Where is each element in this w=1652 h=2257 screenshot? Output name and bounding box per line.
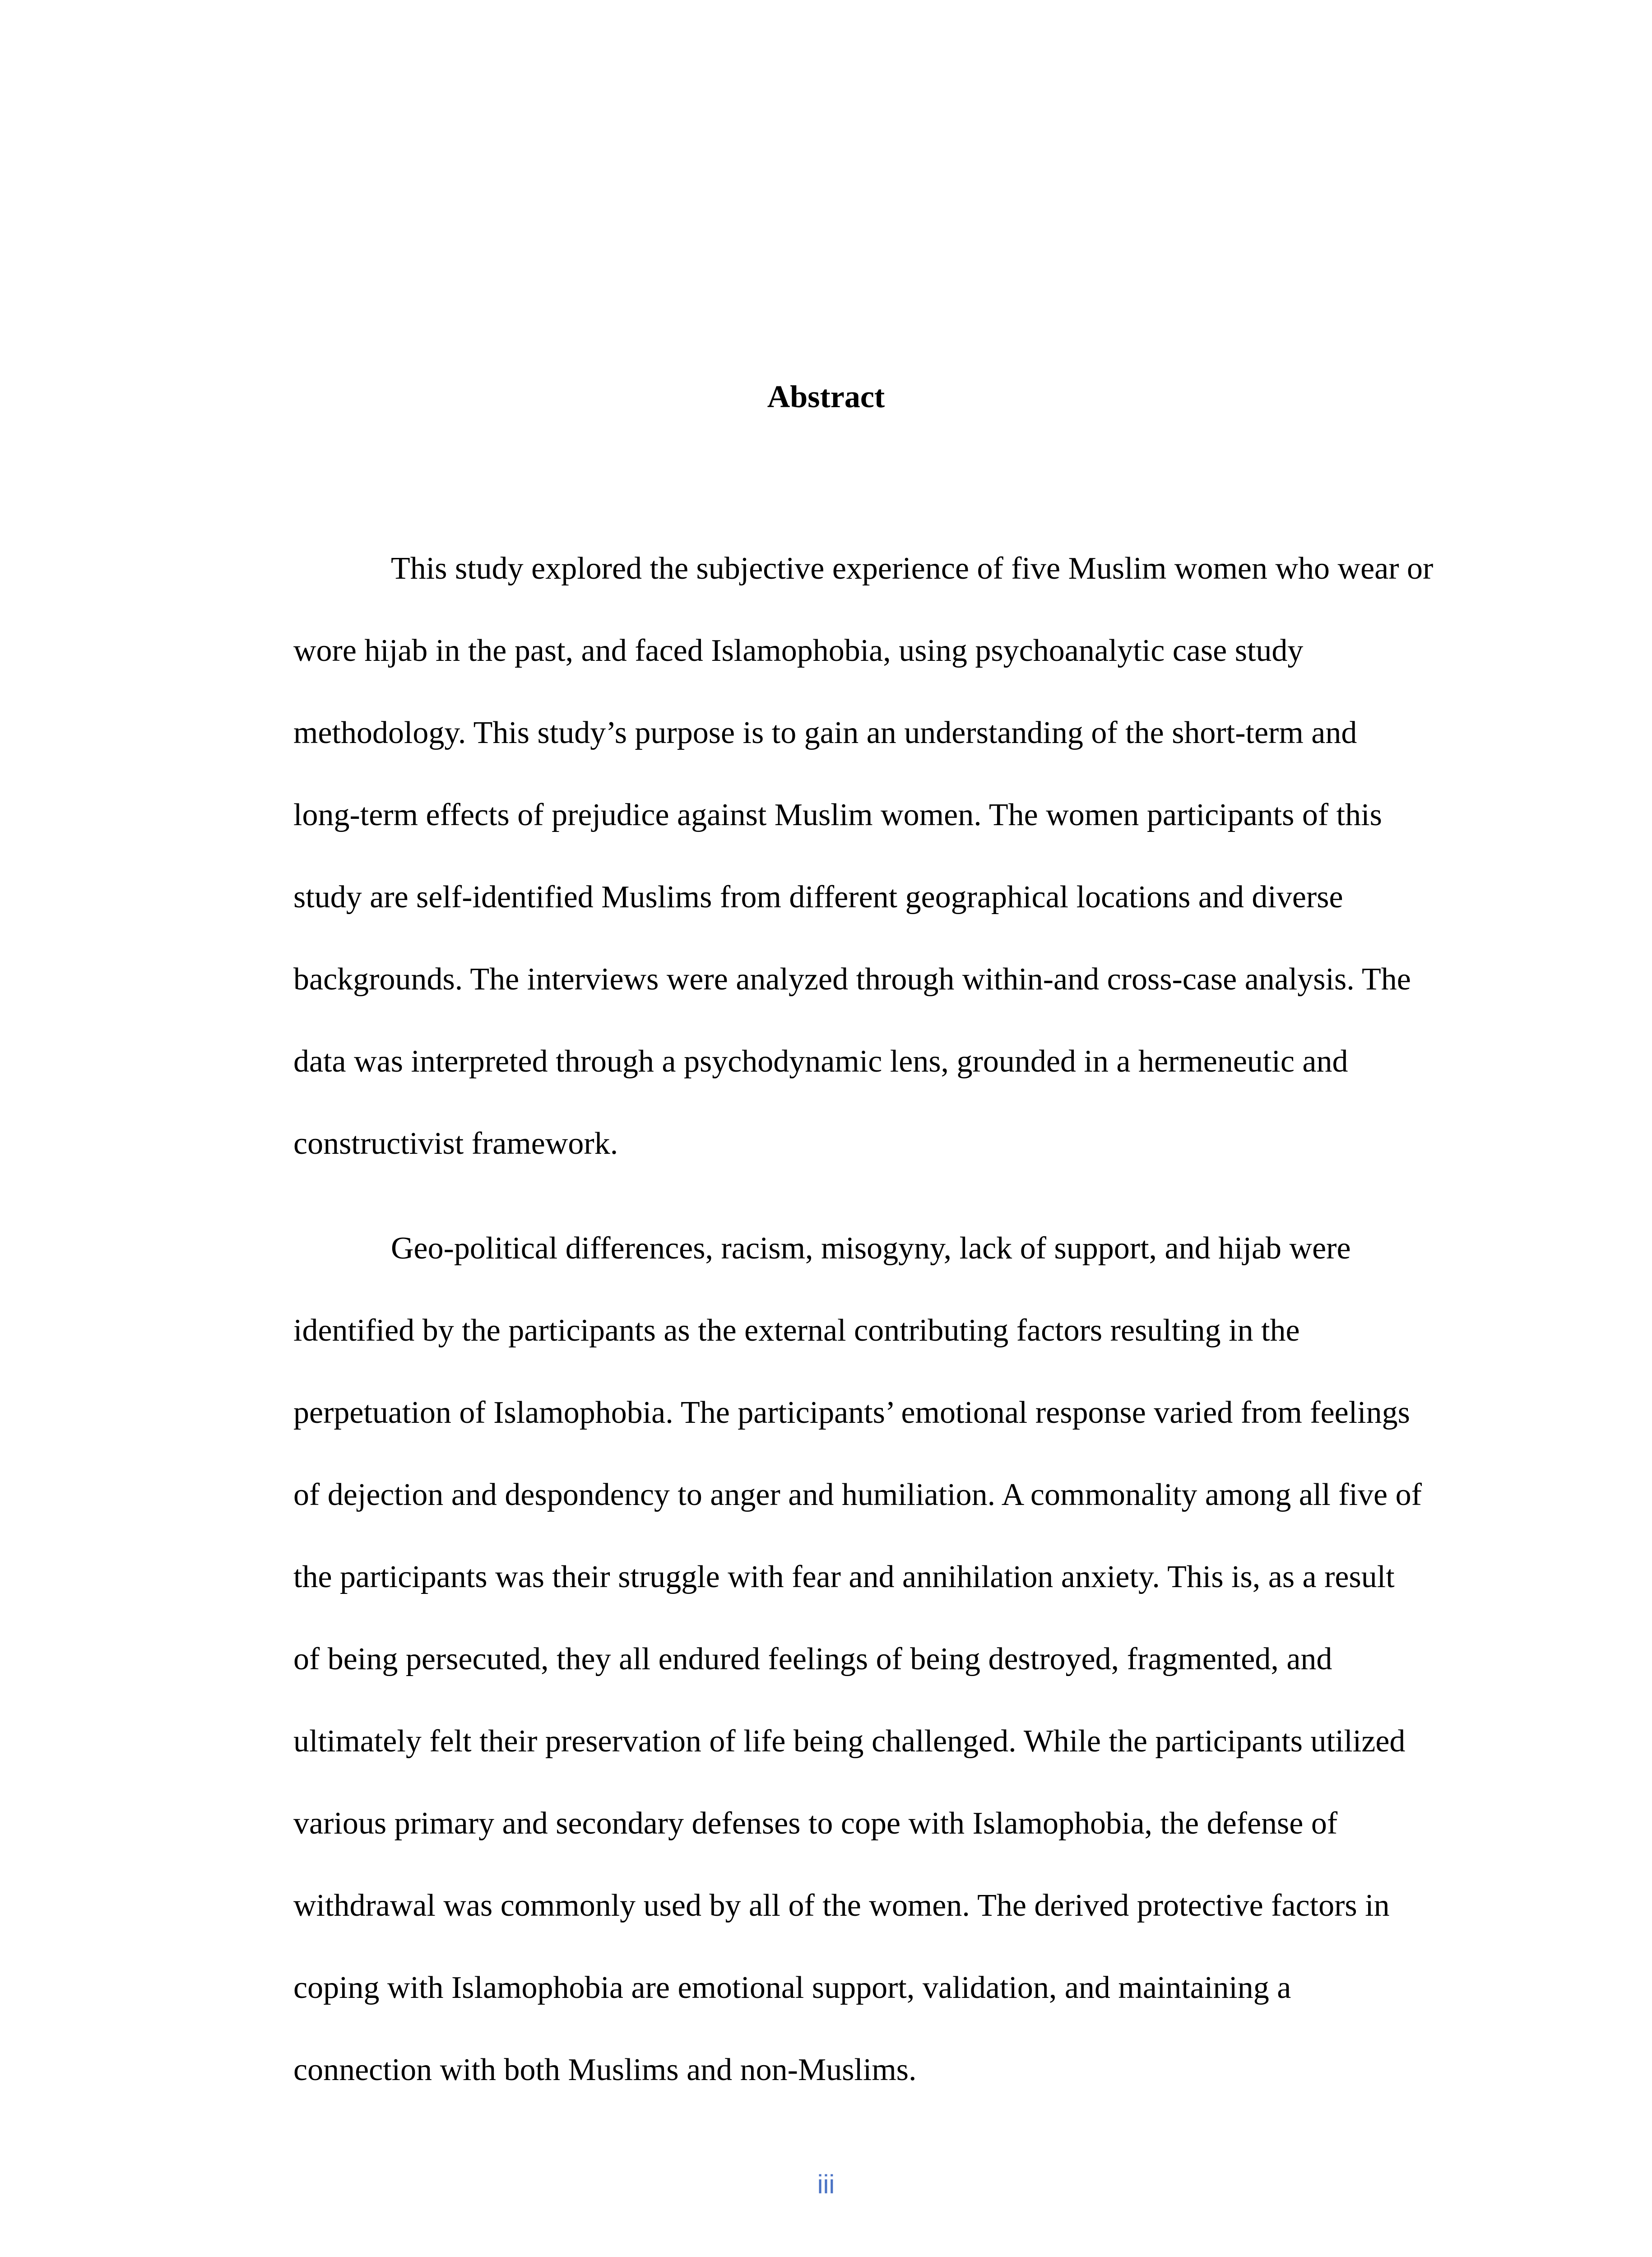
paragraph-spacer bbox=[293, 1194, 1476, 1217]
text-line: the participants was their struggle with fear and annihilation anxiety. This is, as a result bbox=[293, 1560, 1395, 1594]
text-line: connection with both Muslims and non-Muslims. bbox=[293, 2053, 917, 2087]
text-line: identified by the participants as the external contributing factors resulting in the bbox=[293, 1313, 1300, 1348]
text-line: This study explored the subjective experience of five Muslim women who wear or bbox=[391, 551, 1434, 586]
text-line: study are self-identified Muslims from different geographical locations and diverse bbox=[293, 880, 1343, 915]
text-line: of being persecuted, they all endured feelings of being destroyed, fragmented, and bbox=[293, 1642, 1332, 1676]
text-line: ultimately felt their preservation of life being challenged. While the participants utilized bbox=[293, 1724, 1406, 1759]
text-line: of dejection and despondency to anger and humiliation. A commonality among all five of bbox=[293, 1477, 1422, 1512]
paragraph-2 bbox=[293, 1217, 1476, 2121]
text-line: various primary and secondary defenses to cope with Islamophobia, the defense of bbox=[293, 1806, 1338, 1841]
text-line: Geo-political differences, racism, misogyny, lack of support, and hijab were bbox=[391, 1231, 1351, 1266]
text-line: perpetuation of Islamophobia. The participants’ emotional response varied from feelings bbox=[293, 1395, 1410, 1430]
text-line: constructivist framework. bbox=[293, 1126, 618, 1161]
paragraph-1 bbox=[293, 537, 1476, 1194]
text-line: coping with Islamophobia are emotional support, validation, and maintaining a bbox=[293, 1970, 1291, 2005]
abstract-body bbox=[293, 537, 1476, 2121]
page-number: iii bbox=[817, 2170, 835, 2199]
text-line: long-term effects of prejudice against Muslim women. The women participants of this bbox=[293, 798, 1382, 832]
text-line: wore hijab in the past, and faced Islamophobia, using psychoanalytic case study bbox=[293, 633, 1304, 668]
page-title: Abstract bbox=[767, 380, 885, 414]
text-line: backgrounds. The interviews were analyzed through within-and cross-case analysis. The bbox=[293, 962, 1411, 997]
text-line: methodology. This study’s purpose is to gain an understanding of the short-term and bbox=[293, 715, 1357, 750]
text-line: data was interpreted through a psychodynamic lens, grounded in a hermeneutic and bbox=[293, 1044, 1348, 1079]
text-line: withdrawal was commonly used by all of the women. The derived protective factors in bbox=[293, 1888, 1390, 1923]
